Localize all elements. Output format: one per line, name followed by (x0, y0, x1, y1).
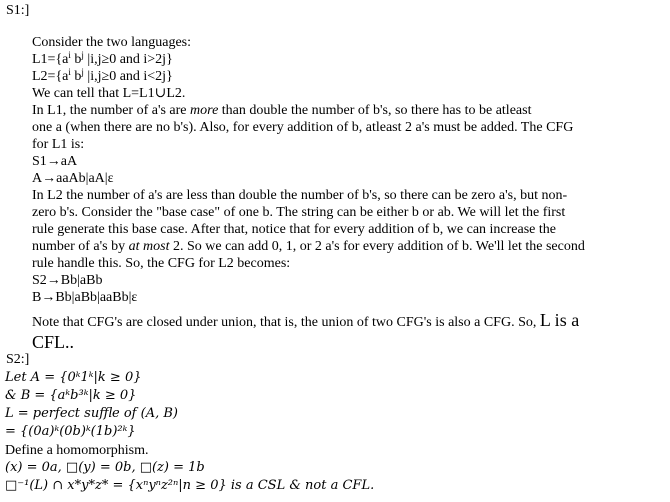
closure-note-end: CFL.. (32, 332, 75, 352)
section-label-s2: S2:] (6, 352, 30, 367)
closure-note: Note that CFG's are closed under union, that is, the union of two CFG's is also a CFG. So, L is a (32, 310, 580, 330)
l1-paragraph-line-1: In L1, the number of a's are more than double the number of b's, so there has to be atleast (32, 103, 532, 118)
cfg2-rule-2: B→Bb|aBb|aaBb|ε (32, 290, 138, 305)
s2-line-3: L = perfect suffle of (A, B) (5, 406, 178, 421)
s2-line-5: Define a homomorphism. (5, 443, 149, 458)
cfg2-rule-1: S2→Bb|aBb (32, 273, 103, 288)
l2-paragraph-line-2: zero b's. Consider the "base case" of one b. The string can be either b or ab. We will let the first (32, 205, 566, 220)
s2-line-7: □⁻¹(L) ∩ x*y*z* = {xⁿyⁿz²ⁿ|n ≥ 0} is a CSL & not a CFL. (5, 478, 375, 493)
cfg1-rule-1: S1→aA (32, 154, 78, 169)
s2-line-2: & B = {aᵏb³ᵏ|k ≥ 0} (5, 388, 137, 403)
section-label-s1: S1:] (6, 3, 30, 18)
l2-paragraph-line-4: number of a's by at most 2. So we can add 0, 1, or 2 a's for every addition of b. We'll let the second (32, 239, 585, 254)
l2-definition: $L2=\{a^i$ $b^j$ |i,j≥0 and i<2j} (32, 67, 173, 84)
l1-paragraph-line-3: for L1 is: (32, 137, 85, 152)
s2-line-1: Let A = {0ᵏ1ᵏ|k ≥ 0} (5, 370, 142, 385)
l2-paragraph-line-1: In L2 the number of a's are less than double the number of b's, so there can be zero a's, but non- (32, 188, 568, 203)
s1-intro: Consider the two languages: (32, 35, 192, 50)
l2-paragraph-line-3: rule generate this base case. After that, notice that for every addition of b, we can increase the (32, 222, 556, 237)
l2-paragraph-line-5: rule handle this. So, the CFG for L2 becomes: (32, 256, 291, 271)
l1-definition: $L1=\{a^i$ $b^j$ |i,j≥0 and i>2j} (32, 50, 173, 67)
l1-paragraph-line-2: one a (when there are no b's). Also, for every addition of b, atleast 2 a's must be added. The CFG (32, 120, 574, 135)
union-statement: We can tell that L=L1∪L2. (32, 86, 186, 101)
s2-line-6: (x) = 0a, □(y) = 0b, □(z) = 1b (5, 460, 205, 475)
s2-line-4: = {(0a)ᵏ(0b)ᵏ(1b)²ᵏ} (5, 424, 136, 439)
cfg1-rule-2: A→aaAb|aA|ε (32, 171, 114, 186)
